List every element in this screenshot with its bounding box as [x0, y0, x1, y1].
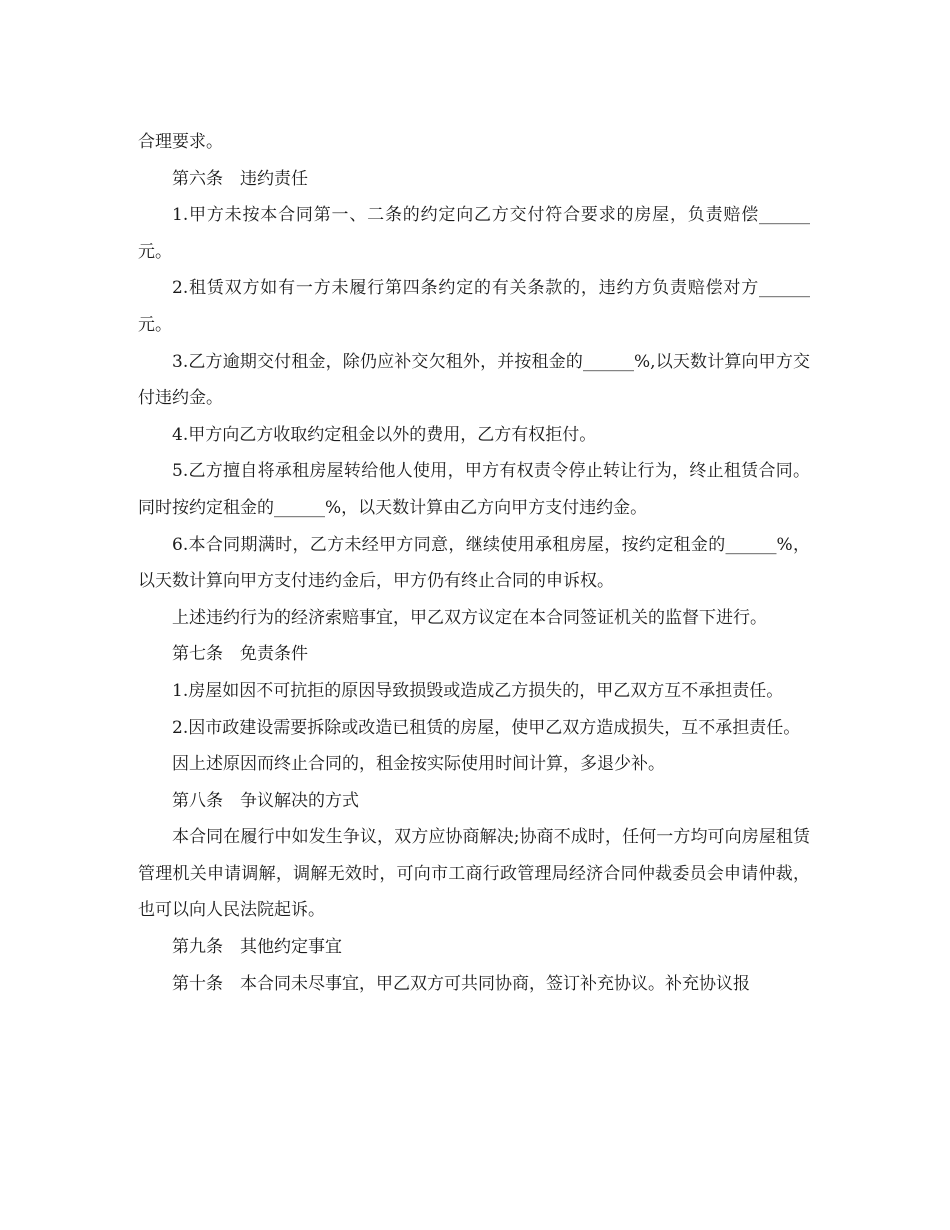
article-6-item-3: 3.乙方逾期交付租金，除仍应补交欠租外，并按租金的______%,以天数计算向甲方交付违约金。 [138, 351, 810, 409]
article-7-note: 因上述原因而终止合同的，租金按实际使用时间计算，多退少补。 [172, 754, 665, 775]
article-7-heading: 第七条 免责条件 [172, 644, 308, 665]
article-6-item-4: 4.甲方向乙方收取约定租金以外的费用，乙方有权拒付。 [172, 424, 597, 445]
article-6-item-5: 5.乙方擅自将承租房屋转给他人使用，甲方有权责令停止转让行为，终止租赁合同。同时按约定租金的______%，以天数计算由乙方向甲方支付违约金。 [138, 461, 810, 518]
article-9-heading: 第九条 其他约定事宜 [172, 937, 342, 958]
article-6-item-6: 6.本合同期满时，乙方未经甲方同意，继续使用承租房屋，按约定租金的______%，以天数计算向甲方支付违约金后，甲方仍有终止合同的申诉权。 [138, 534, 810, 592]
document-body [138, 124, 810, 1002]
article-10-body: 第十条 本合同未尽事宜，甲乙双方可共同协商，签订补充协议。补充协议报 [172, 973, 750, 994]
article-6-note: 上述违约行为的经济索赔事宜，甲乙双方议定在本合同签证机关的监督下进行。 [172, 607, 767, 628]
article-6-item-1: 1.甲方未按本合同第一、二条的约定向乙方交付符合要求的房屋，负责赔偿______元。 [138, 205, 810, 262]
article-6-heading: 第六条 违约责任 [172, 168, 308, 189]
article-8-heading: 第八条 争议解决的方式 [172, 790, 359, 811]
article-6-item-2: 2.租赁双方如有一方未履行第四条约定的有关条款的，违约方负责赔偿对方______元。 [138, 278, 810, 335]
paragraph-continued: 合理要求。 [138, 132, 223, 152]
article-8-body: 本合同在履行中如发生争议，双方应协商解决;协商不成时，任何一方均可向房屋租赁管理机关申请调解，调解无效时，可向市工商行政管理局经济合同仲裁委员会申请仲裁，也可以向人民法院起诉。 [138, 827, 810, 921]
article-7-item-2: 2.因市政建设需要拆除或改造已租赁的房屋，使甲乙双方造成损失，互不承担责任。 [172, 717, 801, 738]
article-7-item-1: 1.房屋如因不可抗拒的原因导致损毁或造成乙方损失的，甲乙双方互不承担责任。 [172, 680, 784, 701]
